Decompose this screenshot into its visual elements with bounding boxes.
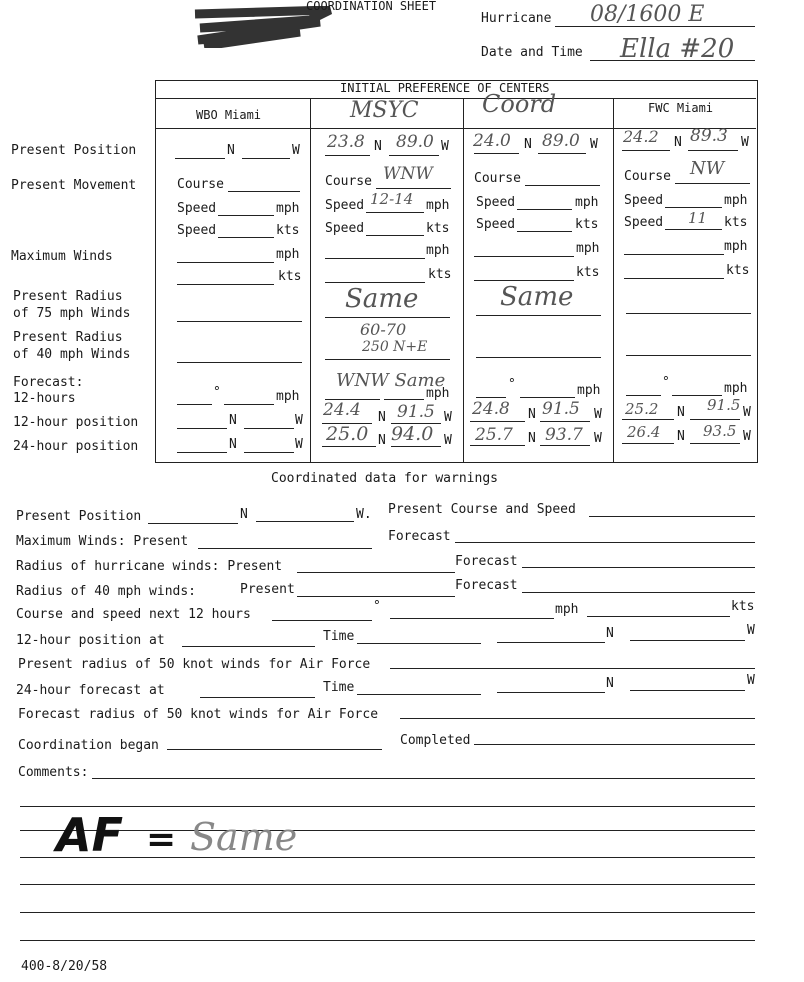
coord-pos12-lat: 24.8 bbox=[472, 399, 510, 419]
fwc-course: NW bbox=[690, 158, 725, 179]
coord-pos24-lat: 25.7 bbox=[475, 425, 513, 445]
fwc-lon: 89.3 bbox=[690, 126, 728, 146]
w-radius40-a: Radius of 40 mph winds: bbox=[16, 584, 197, 599]
fwc-pos24-lat: 26.4 bbox=[627, 423, 661, 441]
row-radius75-a: Present Radius bbox=[13, 289, 123, 304]
msyc-forecast12: WNW Same bbox=[336, 370, 446, 391]
row-radius40-b: of 40 mph Winds bbox=[13, 347, 131, 362]
column-coord: Coord bbox=[482, 90, 557, 118]
msyc-lat: 23.8 bbox=[327, 132, 365, 152]
w-course-speed-12: Course and speed next 12 hours bbox=[16, 607, 251, 622]
msyc-radius75: Same bbox=[345, 284, 419, 314]
w-radius50-af: Present radius of 50 knot winds for Air Force bbox=[18, 657, 371, 672]
fwc-speed: 11 bbox=[688, 209, 708, 227]
msyc-lon: 89.0 bbox=[396, 132, 434, 152]
row-pos12: 12-hour position bbox=[13, 415, 139, 430]
w-pos12-at: 12-hour position at bbox=[16, 633, 165, 648]
comment-equals: = bbox=[146, 819, 177, 860]
row-present-position: Present Position bbox=[11, 143, 137, 158]
hurricane-handwritten: Ella #20 bbox=[620, 34, 735, 64]
column-fwc-miami: FWC Miami bbox=[648, 101, 714, 115]
row-radius75-b: of 75 mph Winds bbox=[13, 306, 131, 321]
w-radius-hurricane: Radius of hurricane winds: Present bbox=[16, 559, 283, 574]
row-radius40-a: Present Radius bbox=[13, 330, 123, 345]
column-wbo-miami: WBO Miami bbox=[196, 108, 262, 122]
fwc-pos12-lon: 91.5 bbox=[707, 396, 741, 414]
datetime-label: Date and Time bbox=[481, 45, 583, 60]
hurricane-label: Hurricane bbox=[481, 11, 552, 26]
msyc-radius40-b: 250 N+E bbox=[362, 339, 428, 355]
preference-table bbox=[155, 80, 758, 463]
row-pos24: 24-hour position bbox=[13, 439, 139, 454]
row-maximum-winds: Maximum Winds bbox=[11, 249, 113, 264]
msyc-speed: 12-14 bbox=[370, 190, 414, 208]
row-forecast-b: 12-hours bbox=[13, 391, 76, 406]
w-forecast-radius50-af: Forecast radius of 50 knot winds for Air Force bbox=[18, 707, 379, 722]
msyc-pos24-lon: 94.0 bbox=[391, 423, 434, 445]
fwc-pos12-lat: 25.2 bbox=[625, 400, 659, 418]
row-present-movement: Present Movement bbox=[11, 178, 137, 193]
warnings-title: Coordinated data for warnings bbox=[271, 471, 498, 486]
comment-af: AF bbox=[56, 808, 124, 862]
row-forecast-a: Forecast: bbox=[13, 375, 84, 390]
datetime-handwritten: 08/1600 E bbox=[590, 2, 705, 27]
sheet-title: COORDINATION SHEET bbox=[306, 0, 437, 13]
column-msyc: MSYC bbox=[350, 98, 419, 123]
coord-lat: 24.0 bbox=[473, 131, 511, 151]
coord-pos24-lon: 93.7 bbox=[545, 425, 583, 445]
w-completed: Completed bbox=[400, 733, 471, 748]
msyc-course: WNW bbox=[383, 164, 433, 184]
form-id: 400-8/20/58 bbox=[21, 959, 108, 974]
w-max-winds: Maximum Winds: Present bbox=[16, 534, 189, 549]
msyc-pos12-lon: 91.5 bbox=[397, 402, 435, 422]
w-present-course-speed: Present Course and Speed bbox=[388, 502, 576, 517]
msyc-pos12-lat: 24.4 bbox=[323, 400, 361, 420]
coord-lon: 89.0 bbox=[542, 131, 580, 151]
msyc-radius40-a: 60-70 bbox=[360, 320, 407, 339]
fwc-pos24-lon: 93.5 bbox=[703, 422, 737, 440]
fwc-lat: 24.2 bbox=[623, 127, 659, 146]
msyc-pos24-lat: 25.0 bbox=[326, 423, 369, 445]
coord-pos12-lon: 91.5 bbox=[542, 399, 580, 419]
w-comments: Comments: bbox=[18, 765, 89, 780]
w-present-position: Present Position bbox=[16, 509, 142, 524]
comment-same: Same bbox=[190, 815, 298, 859]
w-forecast24-at: 24-hour forecast at bbox=[16, 683, 165, 698]
table-title: INITIAL PREFERENCE OF CENTERS bbox=[340, 81, 550, 95]
coord-radius75: Same bbox=[500, 282, 574, 312]
w-coord-began: Coordination began bbox=[18, 738, 159, 753]
